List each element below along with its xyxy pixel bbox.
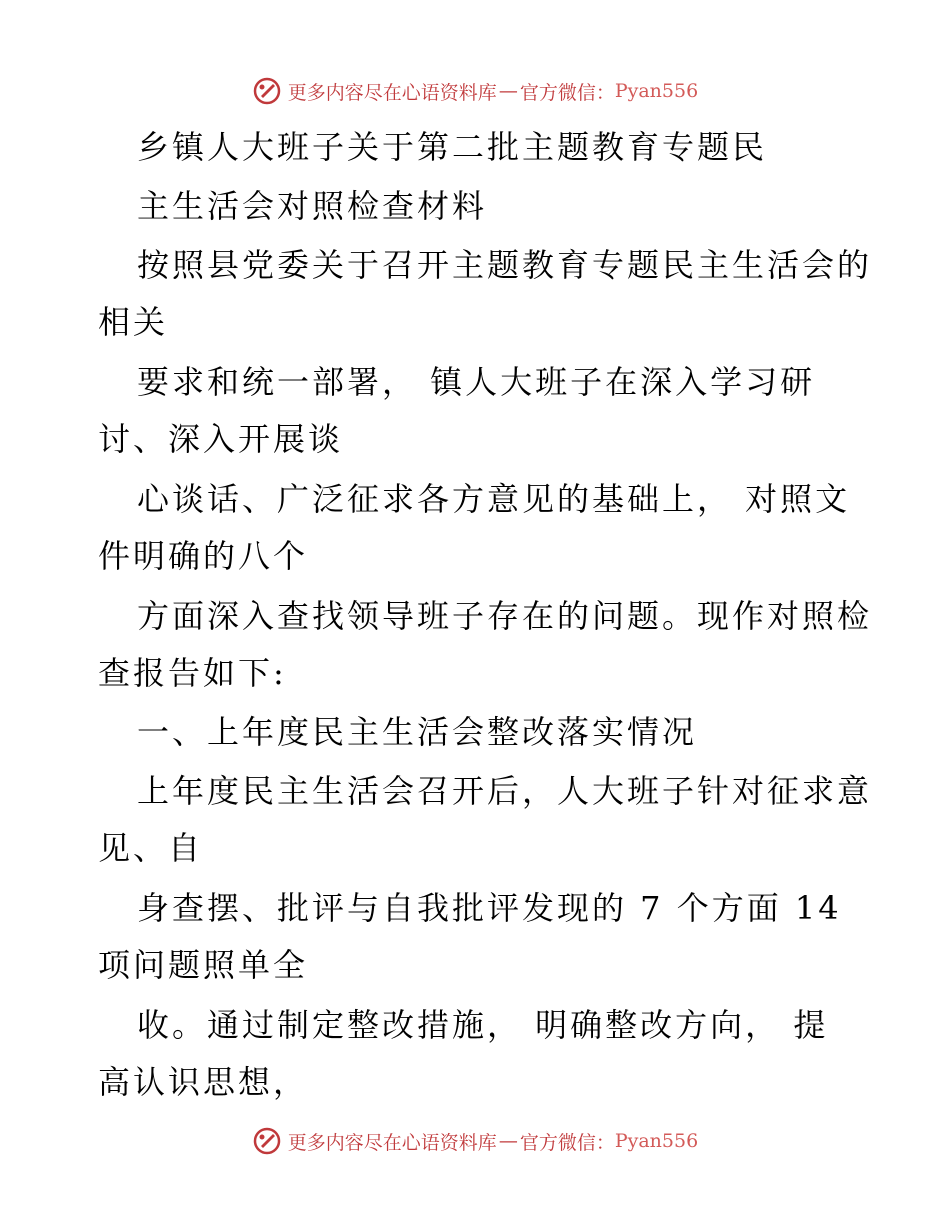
body-line: 上年度民主生活会召开后，人大班子针对征求意 — [137, 772, 873, 810]
footer-watermark — [0, 1121, 950, 1161]
body-line: 收。通过制定整改措施， 明确整改方向， 提 — [137, 1006, 829, 1044]
title-line-2: 主生活会对照检查材料 — [137, 187, 488, 225]
body-line: 身查摆、批评与自我批评发现的 7 个方面 14 — [137, 889, 842, 927]
section-heading: 一、上年度民主生活会整改落实情况 — [137, 713, 698, 751]
body-line: 要求和统一部署， 镇人大班子在深入学习研 — [137, 363, 816, 401]
footer-wechat-label: 官方微信： — [519, 1131, 615, 1154]
body-line: 讨、深入开展谈 — [98, 420, 344, 458]
footer-wechat-id: Pyan556 — [614, 1130, 699, 1152]
header-separator: — — [498, 80, 518, 102]
body-line: 项问题照单全 — [98, 946, 309, 984]
title-line-1: 乡镇人大班子关于第二批主题教育专题民 — [137, 128, 768, 166]
header-wechat-id: Pyan556 — [614, 80, 699, 102]
body-line: 方面深入查找领导班子存在的问题。现作对照检 — [137, 597, 873, 635]
logo-icon — [252, 76, 282, 106]
body-line: 按照县党委关于召开主题教育专题民主生活会的 — [137, 246, 873, 284]
body-line: 件明确的八个 — [98, 537, 309, 575]
footer-separator: — — [498, 1130, 518, 1152]
header-wechat-label: 官方微信： — [519, 81, 615, 104]
footer-watermark-text: 更多内容尽在心语资料库 — [287, 1131, 497, 1154]
body-line: 心谈话、广泛征求各方意见的基础上， 对照文 — [137, 480, 851, 518]
body-line: 查报告如下: — [98, 654, 287, 692]
body-line: 高认识思想， — [98, 1063, 309, 1101]
logo-icon — [252, 1126, 282, 1156]
body-line: 见、自 — [98, 829, 204, 867]
header-watermark-text: 更多内容尽在心语资料库 — [287, 81, 497, 104]
header-watermark — [0, 71, 950, 111]
body-line: 相关 — [98, 303, 169, 341]
